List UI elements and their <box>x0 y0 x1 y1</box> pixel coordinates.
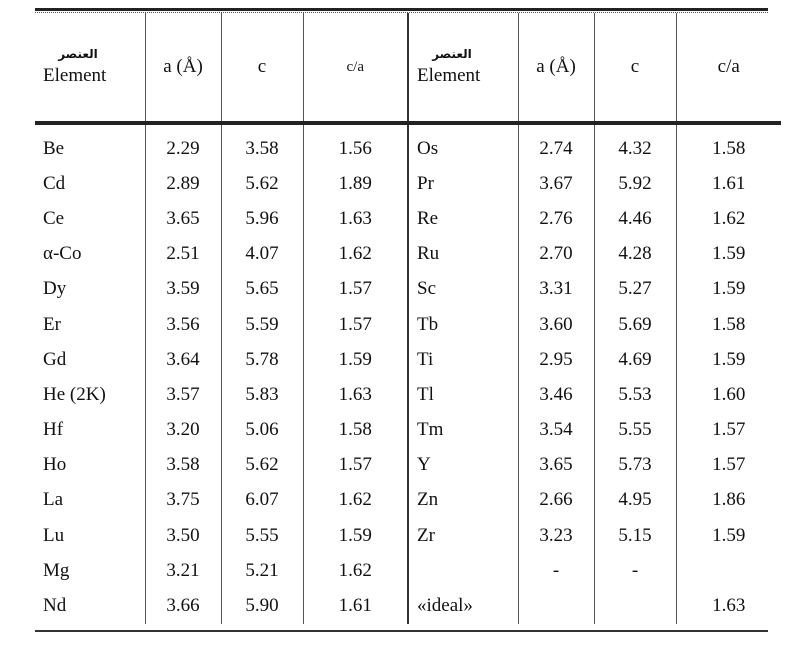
left-a-cell: 3.21 <box>145 553 221 588</box>
lattice-table-container <box>35 8 768 632</box>
right-element-cell: Y <box>408 448 518 483</box>
table-row <box>35 413 781 448</box>
header-c-right: c <box>594 13 676 123</box>
right-a-cell: 3.23 <box>518 518 594 553</box>
left-c-cell: 5.06 <box>221 413 303 448</box>
right-element-cell: Tl <box>408 377 518 412</box>
right-ca-cell: 1.57 <box>676 448 781 483</box>
right-c-cell: 5.92 <box>594 166 676 201</box>
left-c-cell: 4.07 <box>221 237 303 272</box>
header-arabic-label-right: العنصر <box>432 46 472 61</box>
left-a-cell: 3.66 <box>145 588 221 623</box>
left-c-cell: 5.59 <box>221 307 303 342</box>
right-a-cell: 2.95 <box>518 342 594 377</box>
left-c-cell: 5.62 <box>221 166 303 201</box>
left-element-cell: α-Co <box>43 243 82 265</box>
left-ca-cell: 1.57 <box>303 448 408 483</box>
right-ca-cell: 1.61 <box>676 166 781 201</box>
right-c-cell: 5.15 <box>594 518 676 553</box>
table-body <box>35 123 781 624</box>
right-element-cell <box>408 553 518 588</box>
left-a-cell: 2.29 <box>145 123 221 166</box>
left-a-cell: 3.65 <box>145 201 221 236</box>
right-c-cell: 4.46 <box>594 201 676 236</box>
header-element-left <box>35 13 145 123</box>
table-row <box>35 483 781 518</box>
left-element-cell: Er <box>43 313 61 335</box>
left-a-cell: 3.64 <box>145 342 221 377</box>
right-c-cell <box>594 588 676 623</box>
left-c-cell: 5.55 <box>221 518 303 553</box>
right-a-cell: 3.54 <box>518 413 594 448</box>
right-c-cell: 4.32 <box>594 123 676 166</box>
left-element-cell: He (2K) <box>43 383 106 405</box>
header-element-label-left: Element <box>43 64 107 86</box>
header-ca-right: c/a <box>676 13 781 123</box>
table-row <box>35 272 781 307</box>
right-c-cell: 5.73 <box>594 448 676 483</box>
left-element-cell: Hf <box>43 419 64 441</box>
left-ca-cell: 1.61 <box>303 588 408 623</box>
left-element-cell: Gd <box>43 348 67 370</box>
left-c-cell: 5.62 <box>221 448 303 483</box>
right-a-cell: 3.46 <box>518 377 594 412</box>
left-ca-cell: 1.57 <box>303 272 408 307</box>
table-row <box>35 307 781 342</box>
right-ca-cell: 1.62 <box>676 201 781 236</box>
right-element-cell: Tm <box>408 413 518 448</box>
left-c-cell: 5.21 <box>221 553 303 588</box>
right-ca-cell: 1.59 <box>676 272 781 307</box>
right-a-cell: 2.70 <box>518 237 594 272</box>
left-c-cell: 5.65 <box>221 272 303 307</box>
left-element-cell: La <box>43 489 64 511</box>
table-row <box>35 237 781 272</box>
right-a-cell: 3.67 <box>518 166 594 201</box>
left-a-cell: 3.59 <box>145 272 221 307</box>
right-ca-cell: 1.59 <box>676 518 781 553</box>
left-a-cell: 3.57 <box>145 377 221 412</box>
header-arabic-label-left: العنصر <box>58 46 98 61</box>
left-element-cell: Lu <box>43 524 65 546</box>
left-c-cell: 6.07 <box>221 483 303 518</box>
lattice-parameters-table <box>35 13 781 624</box>
left-c-cell: 5.90 <box>221 588 303 623</box>
left-ca-cell: 1.62 <box>303 553 408 588</box>
right-c-cell: 4.69 <box>594 342 676 377</box>
left-c-cell: 5.96 <box>221 201 303 236</box>
left-element-cell: Ho <box>43 454 67 476</box>
left-a-cell: 3.20 <box>145 413 221 448</box>
left-a-cell: 3.58 <box>145 448 221 483</box>
right-element-cell: Os <box>408 123 518 166</box>
right-ca-cell: 1.59 <box>676 237 781 272</box>
right-ca-cell: 1.60 <box>676 377 781 412</box>
right-c-cell: 5.53 <box>594 377 676 412</box>
table-row <box>35 553 781 588</box>
right-element-cell: Zr <box>408 518 518 553</box>
left-element-cell: Cd <box>43 172 66 194</box>
left-ca-cell: 1.62 <box>303 483 408 518</box>
right-element-cell: Sc <box>408 272 518 307</box>
table-row <box>35 518 781 553</box>
left-ca-cell: 1.63 <box>303 377 408 412</box>
right-a-cell: 2.74 <box>518 123 594 166</box>
left-ca-cell: 1.56 <box>303 123 408 166</box>
left-c-cell: 5.83 <box>221 377 303 412</box>
left-a-cell: 2.51 <box>145 237 221 272</box>
right-element-cell: Re <box>408 201 518 236</box>
header-row <box>35 13 781 123</box>
left-c-cell: 5.78 <box>221 342 303 377</box>
left-ca-cell: 1.89 <box>303 166 408 201</box>
right-a-cell: - <box>518 553 594 588</box>
table-row <box>35 201 781 236</box>
left-element-cell: Ce <box>43 207 65 229</box>
right-ca-cell: 1.63 <box>676 588 781 623</box>
right-c-cell: 5.55 <box>594 413 676 448</box>
header-c-left: c <box>221 13 303 123</box>
right-ca-cell <box>676 553 781 588</box>
left-ca-cell: 1.63 <box>303 201 408 236</box>
right-a-cell: 3.65 <box>518 448 594 483</box>
right-ca-cell: 1.57 <box>676 413 781 448</box>
right-a-cell: 2.66 <box>518 483 594 518</box>
header-ca-left: c/a <box>303 13 408 123</box>
left-ca-cell: 1.59 <box>303 518 408 553</box>
left-ca-cell: 1.59 <box>303 342 408 377</box>
header-element-label-right: Element <box>417 64 481 86</box>
left-a-cell: 3.56 <box>145 307 221 342</box>
left-ca-cell: 1.57 <box>303 307 408 342</box>
table-row <box>35 166 781 201</box>
left-element-cell: Nd <box>43 595 67 617</box>
left-ca-cell: 1.62 <box>303 237 408 272</box>
right-ca-cell: 1.59 <box>676 342 781 377</box>
right-a-cell: 3.31 <box>518 272 594 307</box>
right-element-cell: Tb <box>408 307 518 342</box>
right-element-cell: «ideal» <box>408 588 518 623</box>
bottom-rule <box>35 630 768 632</box>
right-element-cell: Zn <box>408 483 518 518</box>
right-c-cell: 5.69 <box>594 307 676 342</box>
left-element-cell: Mg <box>43 559 70 581</box>
header-element-right <box>408 13 518 123</box>
left-element-cell: Be <box>43 137 65 159</box>
header-a-left: a (Å) <box>145 13 221 123</box>
left-a-cell: 3.50 <box>145 518 221 553</box>
right-ca-cell: 1.58 <box>676 307 781 342</box>
right-ca-cell: 1.58 <box>676 123 781 166</box>
right-c-cell: 4.28 <box>594 237 676 272</box>
table-row <box>35 342 781 377</box>
right-a-cell <box>518 588 594 623</box>
table-row <box>35 123 781 166</box>
right-ca-cell: 1.86 <box>676 483 781 518</box>
header-a-right: a (Å) <box>518 13 594 123</box>
right-a-cell: 2.76 <box>518 201 594 236</box>
table-row <box>35 448 781 483</box>
right-element-cell: Ti <box>408 342 518 377</box>
table-row <box>35 588 781 623</box>
right-c-cell: 4.95 <box>594 483 676 518</box>
left-a-cell: 2.89 <box>145 166 221 201</box>
right-element-cell: Ru <box>408 237 518 272</box>
right-element-cell: Pr <box>408 166 518 201</box>
left-element-cell: Dy <box>43 278 67 300</box>
left-a-cell: 3.75 <box>145 483 221 518</box>
table-row <box>35 377 781 412</box>
right-c-cell: - <box>594 553 676 588</box>
left-ca-cell: 1.58 <box>303 413 408 448</box>
right-c-cell: 5.27 <box>594 272 676 307</box>
right-a-cell: 3.60 <box>518 307 594 342</box>
left-c-cell: 3.58 <box>221 123 303 166</box>
